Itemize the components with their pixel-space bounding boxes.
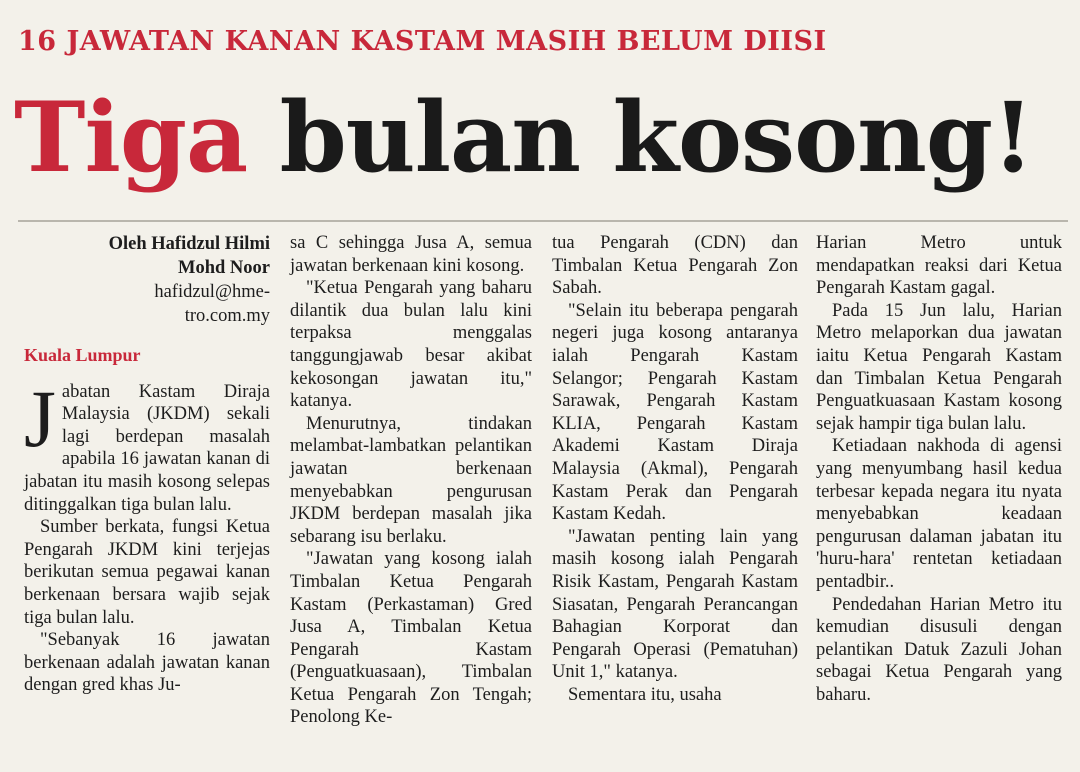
paragraph-12: Harian Metro untuk mendapatkan reaksi dari Ketua Pengarah Kastam gagal.: [816, 233, 1062, 299]
paragraph-11: Sementara itu, usaha: [568, 684, 722, 705]
dateline-location: Kuala Lumpur: [24, 345, 141, 365]
byline-name-line-1: Oleh Hafidzul Hilmi: [108, 234, 270, 254]
paragraph-8: tua Pengarah (CDN) dan Timbalan Ketua Pengarah Zon Sabah.: [552, 233, 798, 299]
paragraph-5: "Ketua Pengarah yang baharu dilantik dua bulan lalu kini terpaksa menggalas tanggungjawab besar akibat kekosongan jawatan itu," katanya.: [290, 278, 532, 412]
author-email: [24, 280, 270, 328]
headline-black-words: bulan kosong!: [279, 81, 1034, 194]
drop-cap: J: [24, 372, 56, 464]
paragraph-14: Ketiadaan nakhoda di agensi yang menyumbang hasil kedua terbesar kepada negara itu nyata menyebabkan keadaan pengurusan dalaman jabatan itu 'huru-hara' rentetan ketiadaan pentadbir..: [816, 436, 1062, 592]
paragraph-1: [24, 372, 270, 517]
article-column-1: [24, 232, 270, 697]
author-email-line-1: hafidzul@hme-: [154, 282, 270, 302]
article-column-4: [816, 232, 1062, 706]
author-email-line-2: tro.com.my: [184, 306, 270, 326]
headline-red-word: Tiga: [14, 81, 248, 194]
paragraph-3: "Sebanyak 16 jawatan berkenaan adalah jawatan kanan dengan gred khas Ju-: [24, 630, 270, 696]
paragraph-15: Pendedahan Harian Metro itu kemudian disusuli dengan pelantikan Datuk Zazuli Johan sebagai Ketua Pengarah yang baharu.: [816, 594, 1062, 705]
paragraph-1-text: abatan Kastam Diraja Malaysia (JKDM) sekali lagi berdepan masalah apabila 16 jawatan kanan di jabatan itu masih kosong selepas ditinggalkan tiga bulan lalu.: [24, 381, 270, 515]
byline: [24, 232, 270, 280]
paragraph-13: Pada 15 Jun lalu, Harian Metro melaporkan dua jawatan iaitu Ketua Pengarah Kastam dan Timbalan Ketua Pengarah Penguatkuasaan Kastam kosong sejak hampir tiga bulan lalu.: [816, 300, 1062, 434]
article-column-3: [552, 232, 798, 706]
paragraph-7: "Jawatan yang kosong ialah Timbalan Ketua Pengarah Kastam (Perkastaman) Gred Jusa A, Timbalan Ketua Pengarah Kastam (Penguatkuasaan), Timbalan Ketua Pengarah Zon Tengah; Penolong Ke-: [290, 549, 532, 728]
paragraph-2: Sumber berkata, fungsi Ketua Pengarah JKDM kini terjejas berikutan semua pegawai kanan berkenaan bersara wajib sejak tiga bulan lalu.: [24, 517, 270, 628]
article-headline: [14, 74, 1074, 202]
article-column-2: [290, 232, 532, 729]
headline-divider: [18, 220, 1068, 222]
paragraph-9: "Selain itu beberapa pengarah negeri juga kosong antaranya ialah Pengarah Kastam Selangor; Pengarah Kastam Sarawak, Pengarah Kastam KLIA, Pengarah Kastam Akademi Kastam Diraja Malaysia (Akmal), Pengarah Kastam Perak dan Pengarah Kastam Kedah.: [552, 300, 798, 525]
article-kicker: 16 JAWATAN KANAN KASTAM MASIH BELUM DIISI: [18, 26, 827, 57]
paragraph-6: Menurutnya, tindakan melambat-lambatkan pelantikan jawatan berkenaan menyebabkan pengurusan JKDM berdepan masalah jika sebarang isu berlaku.: [290, 413, 532, 547]
paragraph-10: "Jawatan penting lain yang masih kosong ialah Pengarah Risik Kastam, Pengarah Kastam Siasatan, Pengarah Perancangan Bahagian Korporat dan Pengarah Operasi (Pematuhan) Unit 1," katanya.: [552, 526, 798, 683]
paragraph-4: sa C sehingga Jusa A, semua jawatan berkenaan kini kosong.: [290, 233, 532, 276]
byline-name-line-2: Mohd Noor: [178, 258, 270, 278]
